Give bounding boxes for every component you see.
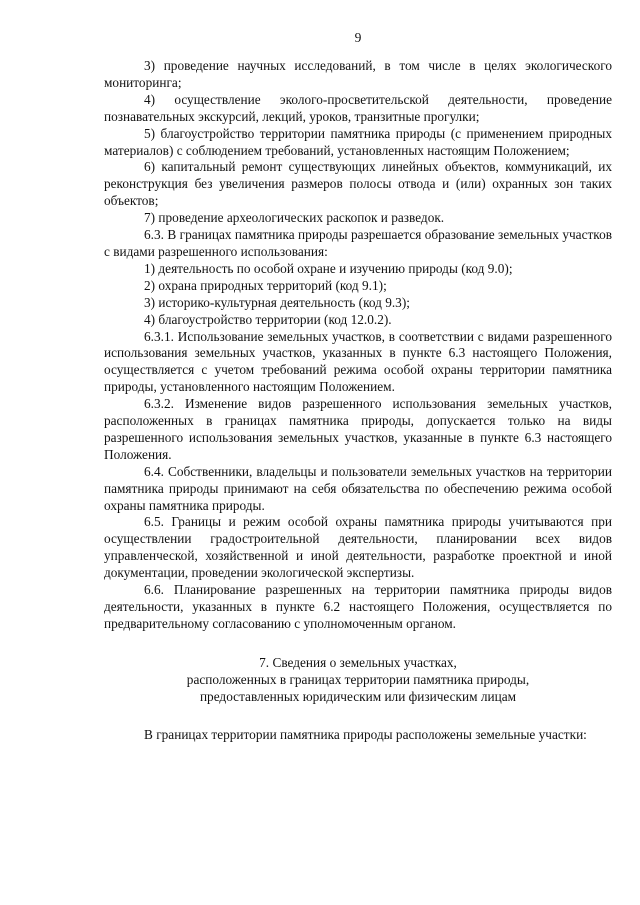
page-number: 9 xyxy=(354,30,362,45)
list-item-archaeology: 7) проведение археологических раскопок и разведок. xyxy=(144,210,445,226)
section-7-title-line-2: расположенных в границах территории памятника природы, xyxy=(186,671,530,687)
list-item-territory-improvement: 5) благоустройство территории памятника природы (с применением природных материалов) с соблюдением требований, установленных настоящим Положением; xyxy=(104,125,612,158)
list-item-scientific-research: 3) проведение научных исследований, в том числе в целях экологического мониторинга; xyxy=(104,58,612,90)
document-body xyxy=(104,58,612,744)
clause-6-3-1: 6.3.1. Использование земельных участков, в соответствии с видами разрешенного использования земельных участков, указанных в пункте 6.3 настоящего Положения, осуществляется с учетом требований режима особой охраны территории памятника природы, установленного настоящим Положением. xyxy=(104,328,612,395)
section-7-heading xyxy=(104,654,612,705)
clause-6-3-2: 6.3.2. Изменение видов разрешенного использования земельных участков, расположенных в границах памятника природы, допускается только на виды разрешенного использования земельных участков, указанные в пункте 6.3 настоящего Положения. xyxy=(104,396,612,462)
land-use-item-12-0-2: 4) благоустройство территории (код 12.0.2). xyxy=(144,311,392,327)
section-7-title-line-3: предоставленных юридическим или физическим лицам xyxy=(199,688,517,704)
clause-6-6: 6.6. Планирование разрешенных на территории памятника природы видов деятельности, указанных в пункте 6.2 настоящего Положения, осуществляется по предварительному согласованию с уполномоченным органом. xyxy=(104,582,612,631)
section-7-title-line-1: 7. Сведения о земельных участках, xyxy=(259,654,457,670)
land-use-item-9-0: 1) деятельность по особой охране и изучению природы (код 9.0); xyxy=(144,260,513,276)
clause-6-3: 6.3. В границах памятника природы разрешается образование земельных участков с видами разрешенного использования: xyxy=(104,227,612,259)
section-7-intro: В границах территории памятника природы расположены земельные участки: xyxy=(144,726,587,742)
clause-6-4: 6.4. Собственники, владельцы и пользователи земельных участков на территории памятника природы принимают на себя обязательства по обеспечению режима особой охраны памятника природы. xyxy=(104,463,612,513)
land-use-item-9-1: 2) охрана природных территорий (код 9.1); xyxy=(144,277,387,293)
clause-6-5: 6.5. Границы и режим особой охраны памятника природы учитываются при осуществлении градостроительной деятельности, планировании всех видов управленческой, хозяйственной и иной деятельности, разработке проектной и иной документации, проведении экологической экспертизы. xyxy=(104,514,612,581)
list-item-capital-repair: 6) капитальный ремонт существующих линейных объектов, коммуникаций, их реконструкция без увеличения размеров полосы отвода и (или) охранных зон таких объектов; xyxy=(104,159,612,209)
land-use-item-9-3: 3) историко-культурная деятельность (код 9.3); xyxy=(144,294,410,310)
list-item-eco-education: 4) осуществление эколого-просветительской деятельности, проведение познавательных экскурсий, лекций, уроков, транзитные прогулки; xyxy=(104,91,612,124)
